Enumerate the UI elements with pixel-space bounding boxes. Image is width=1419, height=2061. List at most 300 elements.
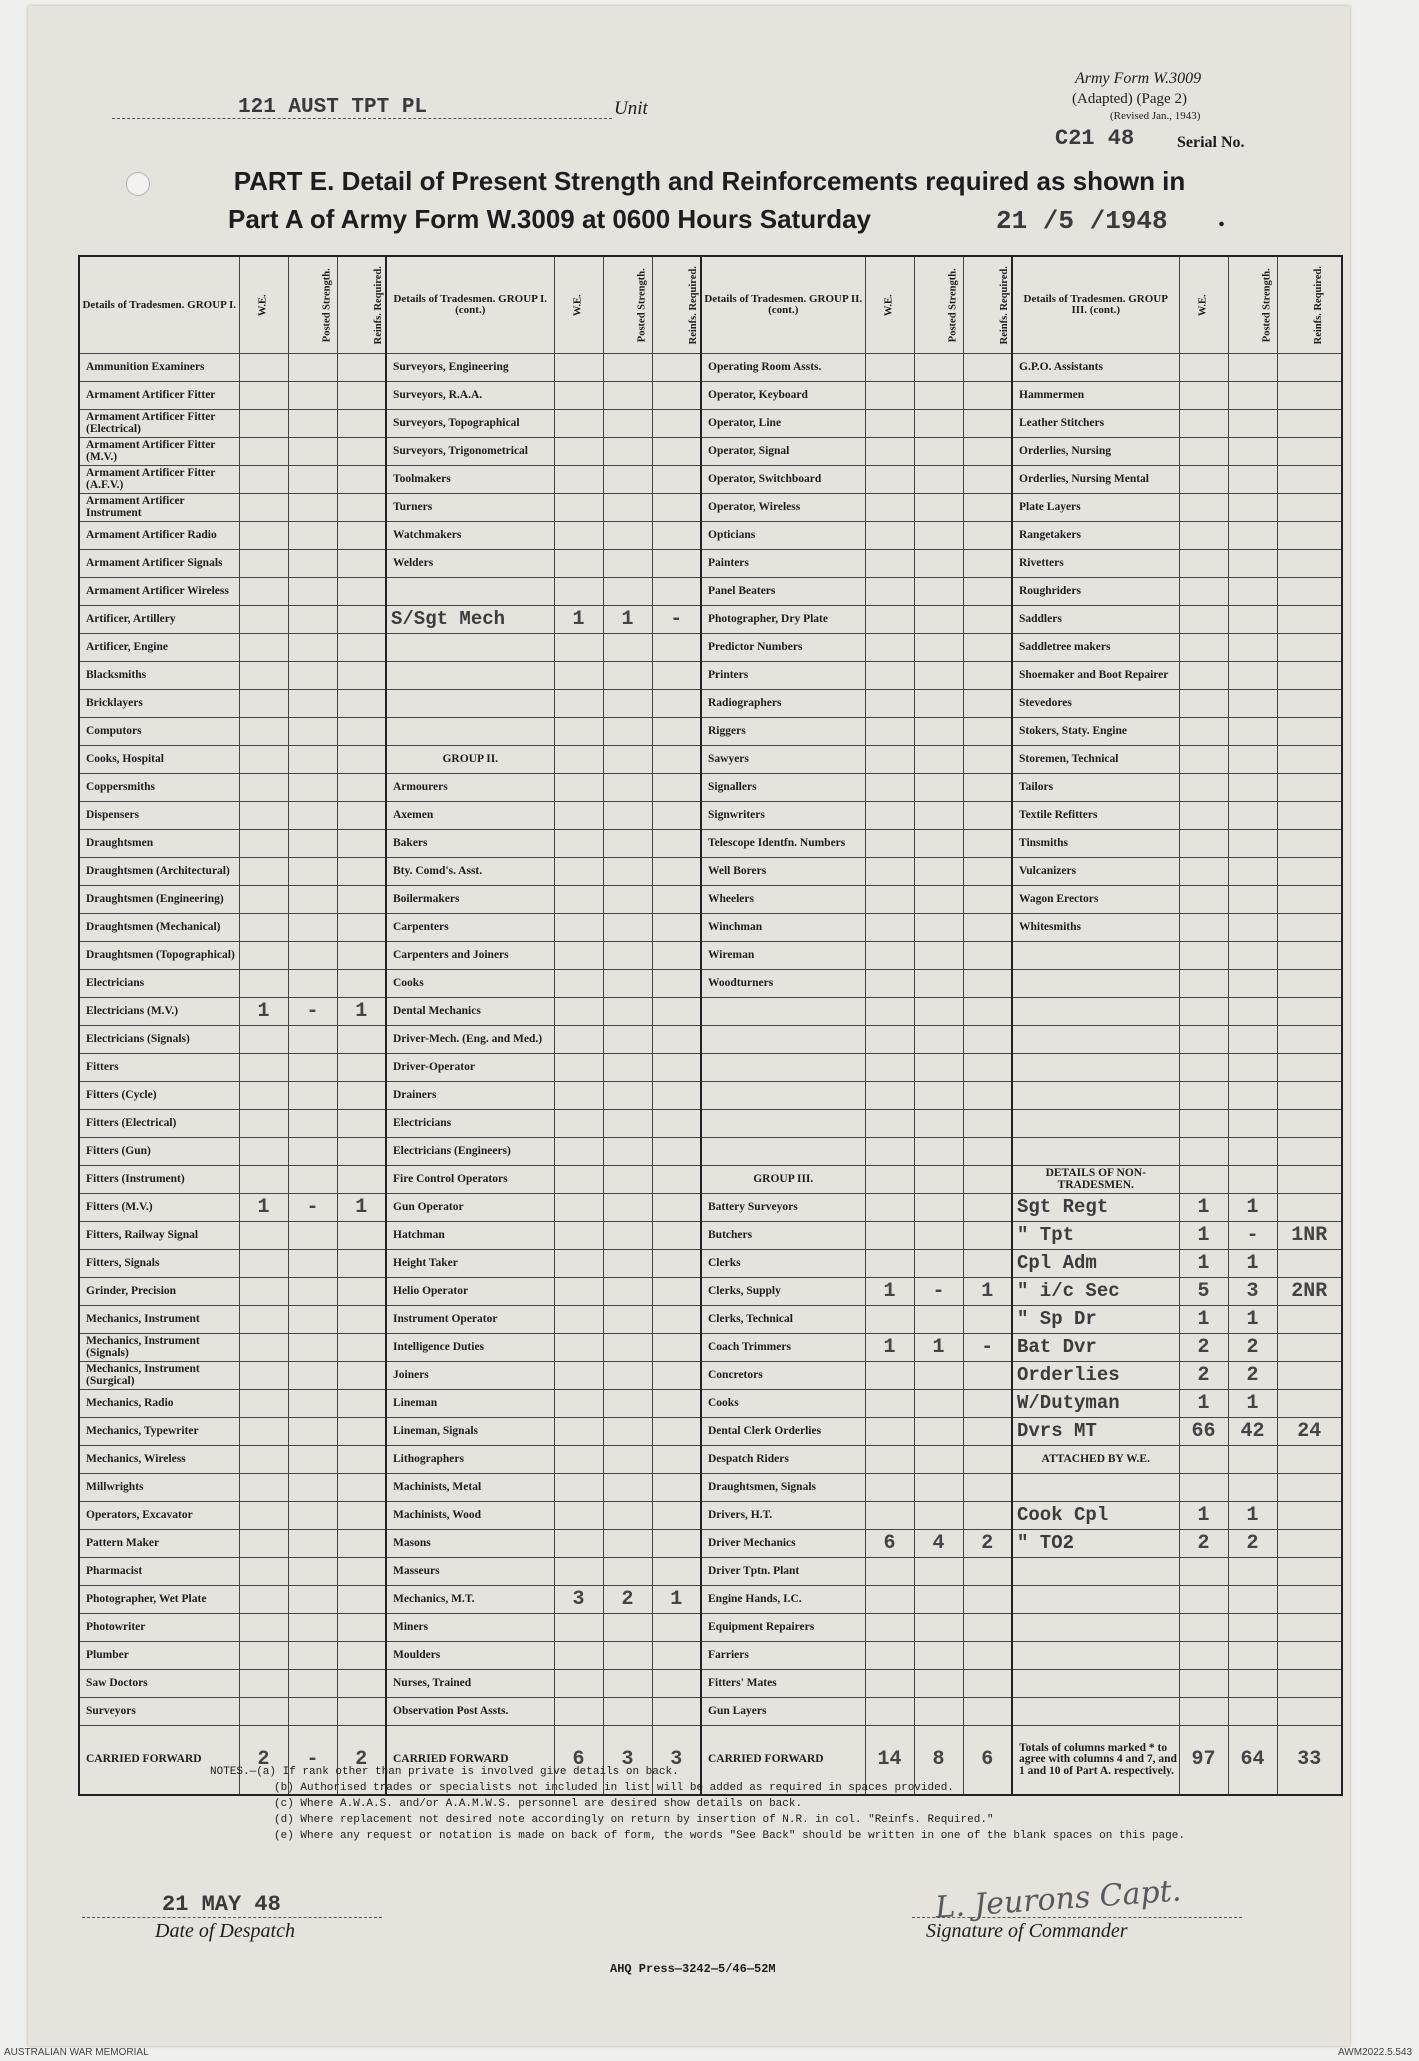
trade-label-g4	[1012, 1474, 1179, 1502]
table-row	[79, 1446, 1342, 1474]
trade-label-g1: Draughtsmen (Engineering)	[79, 886, 239, 914]
trade-label-g1: Dispensers	[79, 802, 239, 830]
trade-label-g4: Orderlies, Nursing	[1012, 438, 1179, 466]
trade-label-g1: Mechanics, Typewriter	[79, 1418, 239, 1446]
reinfs-cell-g2	[652, 1502, 701, 1530]
reinfs-cell-g4	[1277, 550, 1342, 578]
commander-signature: L. Jeurons Capt.	[934, 1873, 1183, 1926]
table-row	[79, 1670, 1342, 1698]
posted-cell-g4	[1228, 410, 1277, 438]
we-cell-g4	[1179, 774, 1228, 802]
reinfs-cell-g4	[1277, 1166, 1342, 1194]
posted-cell-g1	[288, 1334, 337, 1362]
reinfs-cell-g4	[1277, 1194, 1342, 1222]
we-cell-g2	[554, 1474, 603, 1502]
trade-label-g4: Orderlies, Nursing Mental	[1012, 466, 1179, 494]
reinfs-cell-g1	[337, 550, 386, 578]
trade-label-g4: DETAILS OF NON-TRADESMEN.	[1012, 1166, 1179, 1194]
we-cell-g2	[554, 1418, 603, 1446]
reinfs-cell-g2: 1	[652, 1586, 701, 1614]
posted-cell-g2	[603, 886, 652, 914]
reinfs-cell-g4: 24	[1277, 1418, 1342, 1446]
trade-label-g4: Rivetters	[1012, 550, 1179, 578]
posted-cell-g2	[603, 1334, 652, 1362]
reinfs-cell-g1	[337, 1502, 386, 1530]
trade-label-g3	[701, 1138, 865, 1166]
posted-cell-g4	[1228, 914, 1277, 942]
trade-label-g1: Plumber	[79, 1642, 239, 1670]
reinfs-cell-g2	[652, 1194, 701, 1222]
posted-cell-g2	[603, 914, 652, 942]
posted-cell-g1	[288, 438, 337, 466]
header-posted: Posted Strength.	[914, 256, 963, 354]
trade-label-g1: Armament Artificer Fitter	[79, 382, 239, 410]
we-cell-g2	[554, 858, 603, 886]
we-cell-g2	[554, 1194, 603, 1222]
unit-underline	[112, 118, 612, 119]
trade-label-g3: Operator, Signal	[701, 438, 865, 466]
posted-cell-g3	[914, 1614, 963, 1642]
reinfs-cell-g3	[963, 998, 1012, 1026]
posted-cell-g1	[288, 1362, 337, 1390]
posted-cell-g3	[914, 522, 963, 550]
posted-cell-g3	[914, 1250, 963, 1278]
we-cell-g1	[239, 1306, 288, 1334]
we-cell-g1	[239, 1362, 288, 1390]
header-we: W.E.	[554, 256, 603, 354]
trade-label-g4: Vulcanizers	[1012, 858, 1179, 886]
trade-label-g3: Despatch Riders	[701, 1446, 865, 1474]
we-cell-g4	[1179, 746, 1228, 774]
reinfs-cell-g1	[337, 466, 386, 494]
posted-cell-g2	[603, 1306, 652, 1334]
reinfs-cell-g3	[963, 1166, 1012, 1194]
we-cell-g2	[554, 1278, 603, 1306]
posted-cell-g3	[914, 634, 963, 662]
trade-label-g2: Cooks	[386, 970, 554, 998]
posted-cell-g2	[603, 1222, 652, 1250]
trade-label-g3: Engine Hands, I.C.	[701, 1586, 865, 1614]
posted-cell-g3	[914, 1166, 963, 1194]
table-row	[79, 886, 1342, 914]
title-date-period: .	[1218, 202, 1225, 233]
posted-cell-g3	[914, 1138, 963, 1166]
we-cell-g2	[554, 522, 603, 550]
posted-cell-g1	[288, 1670, 337, 1698]
reinfs-cell-g3	[963, 802, 1012, 830]
trade-label-g1: Armament Artificer Fitter (Electrical)	[79, 410, 239, 438]
we-cell-g1	[239, 942, 288, 970]
trade-label-g2	[386, 578, 554, 606]
posted-cell-g3	[914, 774, 963, 802]
we-cell-g1	[239, 466, 288, 494]
posted-cell-g4	[1228, 550, 1277, 578]
reinfs-cell-g1	[337, 382, 386, 410]
we-cell-g4: 1	[1179, 1306, 1228, 1334]
header-reinfs: Reinfs. Required.	[963, 256, 1012, 354]
trade-label-g3: Drivers, H.T.	[701, 1502, 865, 1530]
trade-label-g2: Carpenters and Joiners	[386, 942, 554, 970]
we-cell-g2	[554, 382, 603, 410]
trade-label-g4: Saddlers	[1012, 606, 1179, 634]
we-cell-g4	[1179, 942, 1228, 970]
reinfs-cell-g3	[963, 886, 1012, 914]
we-cell-g4: 2	[1179, 1362, 1228, 1390]
trade-label-g2: Surveyors, Engineering	[386, 354, 554, 382]
we-cell-g2	[554, 886, 603, 914]
we-cell-g2	[554, 1362, 603, 1390]
we-cell-g3	[865, 1614, 914, 1642]
posted-cell-g3	[914, 550, 963, 578]
trade-label-g1: Draughtsmen (Topographical)	[79, 942, 239, 970]
header-posted: Posted Strength.	[1228, 256, 1277, 354]
reinfs-cell-g1	[337, 1446, 386, 1474]
reinfs-cell-g1	[337, 1558, 386, 1586]
trade-label-g2	[386, 718, 554, 746]
table-row	[79, 802, 1342, 830]
reinfs-cell-g4	[1277, 578, 1342, 606]
trade-label-g1: Computors	[79, 718, 239, 746]
reinfs-cell-g4	[1277, 690, 1342, 718]
table-row	[79, 830, 1342, 858]
we-cell-g4: 1	[1179, 1250, 1228, 1278]
we-cell-g4: 2	[1179, 1530, 1228, 1558]
posted-cell-g3	[914, 1698, 963, 1726]
we-cell-g2	[554, 1110, 603, 1138]
posted-cell-g2	[603, 1278, 652, 1306]
header-we: W.E.	[1179, 256, 1228, 354]
reinfs-cell-g1	[337, 858, 386, 886]
we-cell-g4	[1179, 550, 1228, 578]
table-row	[79, 774, 1342, 802]
reinfs-cell-g3	[963, 354, 1012, 382]
posted-cell-g1	[288, 690, 337, 718]
posted-cell-g2	[603, 1250, 652, 1278]
title-date-value: 21 /5 /1948	[996, 206, 1168, 236]
reinfs-cell-g4	[1277, 1054, 1342, 1082]
we-cell-g3: 1	[865, 1334, 914, 1362]
reinfs-cell-g2	[652, 1026, 701, 1054]
trade-label-g2	[386, 634, 554, 662]
trade-label-g2: Instrument Operator	[386, 1306, 554, 1334]
trade-label-g3: Painters	[701, 550, 865, 578]
posted-cell-g2	[603, 466, 652, 494]
posted-cell-g4	[1228, 438, 1277, 466]
we-cell-g4	[1179, 914, 1228, 942]
reinfs-cell-g4	[1277, 914, 1342, 942]
trade-label-g1: Pharmacist	[79, 1558, 239, 1586]
table-row	[79, 438, 1342, 466]
trade-label-g1: Cooks, Hospital	[79, 746, 239, 774]
posted-cell-g1	[288, 1110, 337, 1138]
form-title-line1: PART E. Detail of Present Strength and Reinforcements required as shown in	[233, 166, 1186, 196]
reinfs-cell-g3	[963, 830, 1012, 858]
reinfs-cell-g4	[1277, 1306, 1342, 1334]
reinfs-cell-g3	[963, 942, 1012, 970]
posted-cell-g4	[1228, 578, 1277, 606]
we-cell-g1	[239, 1390, 288, 1418]
reinfs-cell-g3	[963, 774, 1012, 802]
total-posted: 64	[1228, 1726, 1277, 1796]
posted-cell-g3	[914, 662, 963, 690]
trade-label-g2: Intelligence Duties	[386, 1334, 554, 1362]
table-row	[79, 1082, 1342, 1110]
carried-g1-posted: -	[288, 1726, 337, 1796]
trade-label-g2: Helio Operator	[386, 1278, 554, 1306]
we-cell-g4	[1179, 690, 1228, 718]
posted-cell-g4	[1228, 1474, 1277, 1502]
posted-cell-g1	[288, 858, 337, 886]
we-cell-g1	[239, 578, 288, 606]
we-cell-g2: 3	[554, 1586, 603, 1614]
trade-label-g4: Shoemaker and Boot Repairer	[1012, 662, 1179, 690]
we-cell-g3	[865, 662, 914, 690]
trade-label-g4	[1012, 1026, 1179, 1054]
reinfs-cell-g3	[963, 606, 1012, 634]
posted-cell-g4	[1228, 802, 1277, 830]
we-cell-g2	[554, 1670, 603, 1698]
we-cell-g1	[239, 886, 288, 914]
reinfs-cell-g2	[652, 1222, 701, 1250]
table-row	[79, 1138, 1342, 1166]
posted-cell-g4	[1228, 1054, 1277, 1082]
reinfs-cell-g3	[963, 1586, 1012, 1614]
reinfs-cell-g2	[652, 942, 701, 970]
we-cell-g1	[239, 550, 288, 578]
reinfs-cell-g1	[337, 1026, 386, 1054]
trade-label-g2: Boilermakers	[386, 886, 554, 914]
we-cell-g4	[1179, 578, 1228, 606]
posted-cell-g3	[914, 1026, 963, 1054]
posted-cell-g1	[288, 802, 337, 830]
posted-cell-g1	[288, 1054, 337, 1082]
posted-cell-g2	[603, 1418, 652, 1446]
posted-cell-g2	[603, 438, 652, 466]
we-cell-g1	[239, 830, 288, 858]
we-cell-g2	[554, 998, 603, 1026]
reinfs-cell-g3	[963, 1698, 1012, 1726]
posted-cell-g1	[288, 942, 337, 970]
reinfs-cell-g2	[652, 746, 701, 774]
posted-cell-g4	[1228, 970, 1277, 998]
reinfs-cell-g1: 1	[337, 998, 386, 1026]
posted-cell-g2	[603, 1530, 652, 1558]
despatch-date-value: 21 MAY 48	[162, 1892, 281, 1917]
we-cell-g2	[554, 1166, 603, 1194]
we-cell-g3: 6	[865, 1530, 914, 1558]
posted-cell-g4	[1228, 718, 1277, 746]
posted-cell-g4	[1228, 774, 1277, 802]
trade-label-g3	[701, 1026, 865, 1054]
reinfs-cell-g4	[1277, 1558, 1342, 1586]
posted-cell-g4	[1228, 354, 1277, 382]
reinfs-cell-g2	[652, 1670, 701, 1698]
we-cell-g4	[1179, 1026, 1228, 1054]
reinfs-cell-g2	[652, 858, 701, 886]
strength-table	[78, 255, 1343, 1796]
posted-cell-g3	[914, 914, 963, 942]
posted-cell-g1	[288, 1502, 337, 1530]
trade-label-g1: Electricians	[79, 970, 239, 998]
we-cell-g2	[554, 1138, 603, 1166]
serial-value: C21 48	[1055, 126, 1135, 151]
we-cell-g4: 66	[1179, 1418, 1228, 1446]
we-cell-g3	[865, 746, 914, 774]
posted-cell-g2	[603, 858, 652, 886]
posted-cell-g2	[603, 1362, 652, 1390]
posted-cell-g3: 1	[914, 1334, 963, 1362]
posted-cell-g3	[914, 1558, 963, 1586]
table-row	[79, 494, 1342, 522]
trade-label-g3: Clerks, Technical	[701, 1306, 865, 1334]
header-posted: Posted Strength.	[288, 256, 337, 354]
we-cell-g4	[1179, 354, 1228, 382]
we-cell-g4	[1179, 858, 1228, 886]
reinfs-cell-g2	[652, 1306, 701, 1334]
we-cell-g1	[239, 858, 288, 886]
reinfs-cell-g1	[337, 634, 386, 662]
posted-cell-g4	[1228, 466, 1277, 494]
trade-label-g2: Watchmakers	[386, 522, 554, 550]
reinfs-cell-g3: 2	[963, 1530, 1012, 1558]
we-cell-g1	[239, 1278, 288, 1306]
header-group1-cont: Details of Tradesmen. GROUP I. (cont.)	[386, 256, 554, 354]
posted-cell-g3	[914, 1110, 963, 1138]
trade-label-g4	[1012, 1586, 1179, 1614]
posted-cell-g4	[1228, 858, 1277, 886]
carried-g3-we: 14	[865, 1726, 914, 1796]
reinfs-cell-g3	[963, 522, 1012, 550]
we-cell-g1	[239, 774, 288, 802]
we-cell-g4	[1179, 466, 1228, 494]
trade-label-g1: Pattern Maker	[79, 1530, 239, 1558]
posted-cell-g2	[603, 746, 652, 774]
table-row	[79, 1054, 1342, 1082]
reinfs-cell-g1	[337, 578, 386, 606]
we-cell-g3	[865, 1166, 914, 1194]
we-cell-g2	[554, 634, 603, 662]
trade-label-g4: Tailors	[1012, 774, 1179, 802]
posted-cell-g1	[288, 550, 337, 578]
posted-cell-g4	[1228, 1670, 1277, 1698]
table-row	[79, 1530, 1342, 1558]
posted-cell-g4	[1228, 1138, 1277, 1166]
we-cell-g3	[865, 1250, 914, 1278]
trade-label-g1: Armament Artificer Wireless	[79, 578, 239, 606]
trade-label-g2: Surveyors, R.A.A.	[386, 382, 554, 410]
trade-label-g4: Stokers, Staty. Engine	[1012, 718, 1179, 746]
trade-label-g2: Gun Operator	[386, 1194, 554, 1222]
trade-label-g3: Well Borers	[701, 858, 865, 886]
trade-label-g2: Electricians	[386, 1110, 554, 1138]
we-cell-g1	[239, 494, 288, 522]
trade-label-g1: Mechanics, Wireless	[79, 1446, 239, 1474]
trade-label-g1: Electricians (M.V.)	[79, 998, 239, 1026]
posted-cell-g3	[914, 970, 963, 998]
posted-cell-g3	[914, 606, 963, 634]
we-cell-g3	[865, 1390, 914, 1418]
trade-label-g3: Riggers	[701, 718, 865, 746]
posted-cell-g3	[914, 830, 963, 858]
we-cell-g1	[239, 1642, 288, 1670]
reinfs-cell-g1: 1	[337, 1194, 386, 1222]
posted-cell-g1	[288, 522, 337, 550]
carried-label-g3: CARRIED FORWARD	[701, 1726, 865, 1796]
we-cell-g3	[865, 1418, 914, 1446]
reinfs-cell-g3	[963, 1418, 1012, 1446]
we-cell-g2	[554, 354, 603, 382]
posted-cell-g3	[914, 1390, 963, 1418]
trade-label-g1: Photographer, Wet Plate	[79, 1586, 239, 1614]
reinfs-cell-g3: 1	[963, 1278, 1012, 1306]
reinfs-cell-g3	[963, 438, 1012, 466]
trade-label-g3: Driver Tptn. Plant	[701, 1558, 865, 1586]
trade-label-g2: Lineman, Signals	[386, 1418, 554, 1446]
we-cell-g2	[554, 774, 603, 802]
we-cell-g1	[239, 438, 288, 466]
note-c: (c) Where A.W.A.S. and/or A.A.M.W.S. personnel are desired show details on back.	[274, 1797, 803, 1810]
reinfs-cell-g2	[652, 802, 701, 830]
we-cell-g3	[865, 438, 914, 466]
we-cell-g4	[1179, 1558, 1228, 1586]
trade-label-g3: Printers	[701, 662, 865, 690]
reinfs-cell-g2	[652, 1614, 701, 1642]
reinfs-cell-g1	[337, 1166, 386, 1194]
reinfs-cell-g3	[963, 1306, 1012, 1334]
reinfs-cell-g3	[963, 382, 1012, 410]
we-cell-g2	[554, 1082, 603, 1110]
reinfs-cell-g3	[963, 858, 1012, 886]
reinfs-cell-g4	[1277, 1698, 1342, 1726]
posted-cell-g4: 1	[1228, 1502, 1277, 1530]
posted-cell-g3	[914, 1670, 963, 1698]
we-cell-g1	[239, 634, 288, 662]
trade-label-g4: G.P.O. Assistants	[1012, 354, 1179, 382]
we-cell-g2	[554, 690, 603, 718]
table-row	[79, 1026, 1342, 1054]
trade-label-g4: Cpl Adm	[1012, 1250, 1179, 1278]
trade-label-g4: Roughriders	[1012, 578, 1179, 606]
note-a: NOTES.—(a) If rank other than private is involved give details on back.	[210, 1766, 679, 1778]
we-cell-g4	[1179, 1474, 1228, 1502]
reinfs-cell-g2	[652, 1054, 701, 1082]
we-cell-g1	[239, 1446, 288, 1474]
posted-cell-g1	[288, 830, 337, 858]
table-row	[79, 1418, 1342, 1446]
reinfs-cell-g1	[337, 1670, 386, 1698]
we-cell-g1	[239, 802, 288, 830]
we-cell-g2	[554, 718, 603, 746]
we-cell-g3	[865, 1194, 914, 1222]
posted-cell-g3	[914, 942, 963, 970]
we-cell-g3	[865, 830, 914, 858]
reinfs-cell-g4	[1277, 1502, 1342, 1530]
posted-cell-g4: 3	[1228, 1278, 1277, 1306]
signature-underline	[912, 1917, 1242, 1918]
reinfs-cell-g4	[1277, 1670, 1342, 1698]
we-cell-g1	[239, 1530, 288, 1558]
posted-cell-g2	[603, 354, 652, 382]
reinfs-cell-g1	[337, 802, 386, 830]
posted-cell-g4: 2	[1228, 1362, 1277, 1390]
table-header-row	[79, 256, 1342, 354]
reinfs-cell-g2	[652, 1362, 701, 1390]
we-cell-g2	[554, 1334, 603, 1362]
reinfs-cell-g2	[652, 1110, 701, 1138]
reinfs-cell-g1	[337, 1530, 386, 1558]
we-cell-g3	[865, 998, 914, 1026]
carried-g1-reinfs: 2	[337, 1726, 386, 1796]
